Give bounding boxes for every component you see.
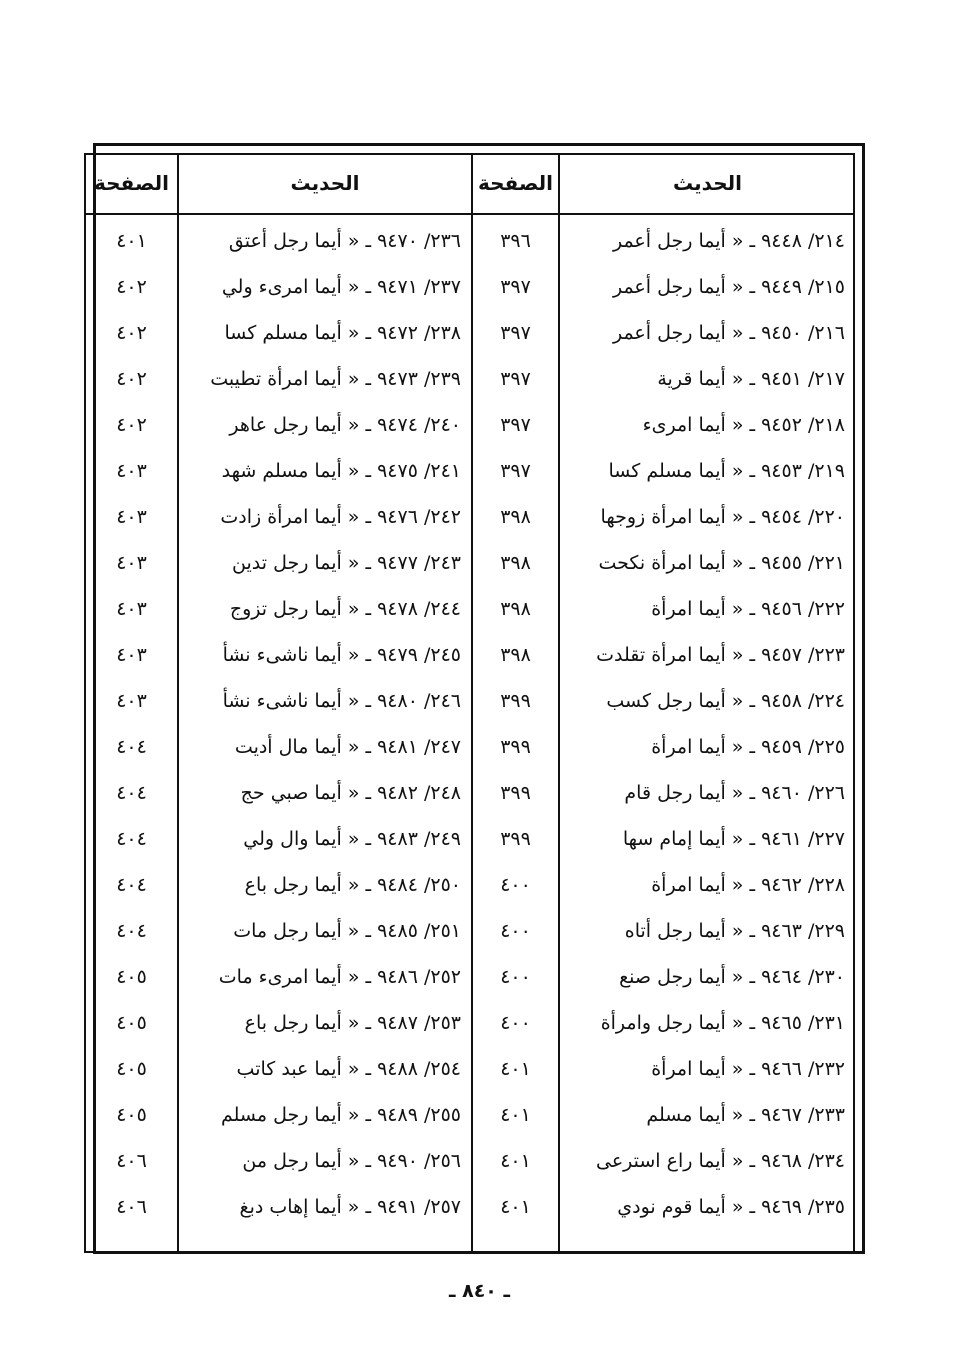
hadith-entry: ٢٢٥/ ٩٤٥٩ ـ « أيما امرأة [651,736,845,758]
page-ref: ٤٠٢ [116,414,147,436]
hadith-entry: ٢٥٠/ ٩٤٨٤ ـ « أيما رجل باع [244,874,461,896]
hadith-entry: ٢٥٧/ ٩٤٩١ ـ « أيما إهاب دبغ [239,1196,461,1218]
column-left-hadith [181,218,471,1230]
page-ref: ٣٩٧ [500,460,531,482]
header-hadith-left: الحديث [290,171,360,195]
page-ref: ٤٠٥ [116,1012,147,1034]
hadith-entry: ٢٥٦/ ٩٤٩٠ ـ « أيما رجل من [242,1150,461,1172]
page-ref: ٤٠٠ [500,1012,531,1034]
page-ref: ٤٠٠ [500,874,531,896]
page-ref: ٤٠٠ [500,920,531,942]
hadith-entry: ٢١٦/ ٩٤٥٠ ـ « أيما رجل أعمر [612,322,845,344]
hadith-entry: ٢٢٠/ ٩٤٥٤ ـ « أيما امرأة زوجها [600,506,845,528]
hadith-entry: ٢٥٢/ ٩٤٨٦ ـ « أيما امرىء مات [218,966,461,988]
page-ref: ٤٠٤ [116,874,147,896]
page-ref: ٣٩٩ [500,736,531,758]
page-ref: ٤٠١ [500,1150,531,1172]
page-ref: ٣٩٧ [500,276,531,298]
hadith-entry: ٢٤٩/ ٩٤٨٣ ـ « أيما وال ولي [243,828,461,850]
page-ref: ٤٠٢ [116,322,147,344]
page-ref: ٤٠٣ [116,598,147,620]
header-separator [84,213,855,215]
divider-center-right [558,153,560,1253]
header-hadith-right: الحديث [673,171,743,195]
page-ref: ٤٠١ [500,1104,531,1126]
page-number: ـ ٨٤٠ ـ [448,1280,510,1302]
page-ref: ٣٩٧ [500,368,531,390]
page-ref: ٣٩٨ [500,644,531,666]
hadith-entry: ٢١٥/ ٩٤٤٩ ـ « أيما رجل أعمر [612,276,845,298]
hadith-entry: ٢٤٨/ ٩٤٨٢ ـ « أيما صبي حج [240,782,461,804]
page-ref: ٤٠١ [500,1196,531,1218]
page-ref: ٤٠٣ [116,552,147,574]
header-page-left: الصفحة [94,171,170,195]
page-ref: ٤٠١ [500,1058,531,1080]
hadith-entry: ٢٥٣/ ٩٤٨٧ ـ « أيما رجل باع [244,1012,461,1034]
page-ref: ٤٠٠ [500,966,531,988]
page-ref: ٣٩٩ [500,828,531,850]
hadith-entry: ٢٢٢/ ٩٤٥٦ ـ « أيما امرأة [651,598,845,620]
column-right-page [473,218,558,1230]
header-page-right: الصفحة [478,171,554,195]
page-ref: ٣٩٧ [500,414,531,436]
hadith-entry: ٢٣٦/ ٩٤٧٠ ـ « أيما رجل أعتق [228,230,461,252]
hadith-entry: ٢٣٨/ ٩٤٧٢ ـ « أيما مسلم كسا [224,322,461,344]
page-ref: ٤٠٤ [116,782,147,804]
hadith-entry: ٢٤٦/ ٩٤٨٠ ـ « أيما ناشىء نشأ [222,690,461,712]
hadith-entry: ٢٣١/ ٩٤٦٥ ـ « أيما رجل وامرأة [600,1012,845,1034]
page-ref: ٤٠٤ [116,736,147,758]
hadith-entry: ٢٤٢/ ٩٤٧٦ ـ « أيما امرأة زادت [220,506,461,528]
hadith-entry: ٢٣٥/ ٩٤٦٩ ـ « أيما قوم نودي [617,1196,845,1218]
hadith-entry: ٢٤٣/ ٩٤٧٧ ـ « أيما رجل تدين [232,552,461,574]
hadith-entry: ٢٥١/ ٩٤٨٥ ـ « أيما رجل مات [233,920,461,942]
page-ref: ٤٠١ [116,230,147,252]
hadith-entry: ٢١٧/ ٩٤٥١ ـ « أيما قرية [657,368,845,390]
hadith-entry: ٢٢٦/ ٩٤٦٠ ـ « أيما رجل قام [624,782,845,804]
hadith-entry: ٢٤٠/ ٩٤٧٤ ـ « أيما رجل عاهر [229,414,461,436]
hadith-entry: ٢٤٥/ ٩٤٧٩ ـ « أيما ناشىء نشأ [222,644,461,666]
hadith-entry: ٢٤١/ ٩٤٧٥ ـ « أيما مسلم شهد [221,460,461,482]
hadith-entry: ٢٢٧/ ٩٤٦١ ـ « أيما إمام سها [622,828,845,850]
column-right-hadith [562,218,855,1230]
hadith-entry: ٢٣٧/ ٩٤٧١ ـ « أيما امرىء ولي [221,276,461,298]
page-ref: ٣٩٨ [500,598,531,620]
hadith-entry: ٢٢١/ ٩٤٥٥ ـ « أيما امرأة نكحت [598,552,845,574]
page-ref: ٣٩٨ [500,552,531,574]
page-ref: ٤٠٥ [116,1104,147,1126]
hadith-entry: ٢٥٤/ ٩٤٨٨ ـ « أيما عبد كاتب [236,1058,461,1080]
hadith-entry: ٢١٩/ ٩٤٥٣ ـ « أيما مسلم كسا [608,460,845,482]
hadith-entry: ٢٤٧/ ٩٤٨١ ـ « أيما مال أديت [234,736,461,758]
hadith-entry: ٢١٤/ ٩٤٤٨ ـ « أيما رجل أعمر [612,230,845,252]
column-left-page [86,218,177,1230]
page-ref: ٣٩٧ [500,322,531,344]
page-ref: ٣٩٩ [500,782,531,804]
hadith-entry: ٢٢٩/ ٩٤٦٣ ـ « أيما رجل أتاه [624,920,845,942]
page-ref: ٤٠٣ [116,644,147,666]
hadith-entry: ٢٣٠/ ٩٤٦٤ ـ « أيما رجل صنع [619,966,845,988]
page-ref: ٤٠٣ [116,690,147,712]
hadith-entry: ٢٢٣/ ٩٤٥٧ ـ « أيما امرأة تقلدت [596,644,845,666]
page-ref: ٤٠٤ [116,920,147,942]
page-ref: ٤٠٤ [116,828,147,850]
divider-left-page-col [177,153,179,1253]
hadith-entry: ٢٣٣/ ٩٤٦٧ ـ « أيما مسلم [646,1104,845,1126]
page-ref: ٤٠٥ [116,1058,147,1080]
page-ref: ٣٩٨ [500,506,531,528]
hadith-entry: ٢٤٤/ ٩٤٧٨ ـ « أيما رجل تزوج [229,598,461,620]
page-ref: ٤٠٦ [116,1196,147,1218]
page-ref: ٤٠٦ [116,1150,147,1172]
hadith-entry: ٢٢٨/ ٩٤٦٢ ـ « أيما امرأة [651,874,845,896]
page-ref: ٤٠٥ [116,966,147,988]
hadith-entry: ٢٢٤/ ٩٤٥٨ ـ « أيما رجل كسب [606,690,845,712]
hadith-entry: ٢٥٥/ ٩٤٨٩ ـ « أيما رجل مسلم [220,1104,461,1126]
page-ref: ٤٠٣ [116,506,147,528]
hadith-entry: ٢١٨/ ٩٤٥٢ ـ « أيما امرىء [642,414,845,436]
page-ref: ٤٠٣ [116,460,147,482]
page-ref: ٣٩٦ [500,230,531,252]
page-ref: ٤٠٢ [116,368,147,390]
hadith-entry: ٢٣٩/ ٩٤٧٣ ـ « أيما امرأة تطيبت [210,368,461,390]
hadith-entry: ٢٣٤/ ٩٤٦٨ ـ « أيما راع استرعى [595,1150,845,1172]
page-ref: ٣٩٩ [500,690,531,712]
page-ref: ٤٠٢ [116,276,147,298]
hadith-entry: ٢٣٢/ ٩٤٦٦ ـ « أيما امرأة [651,1058,845,1080]
